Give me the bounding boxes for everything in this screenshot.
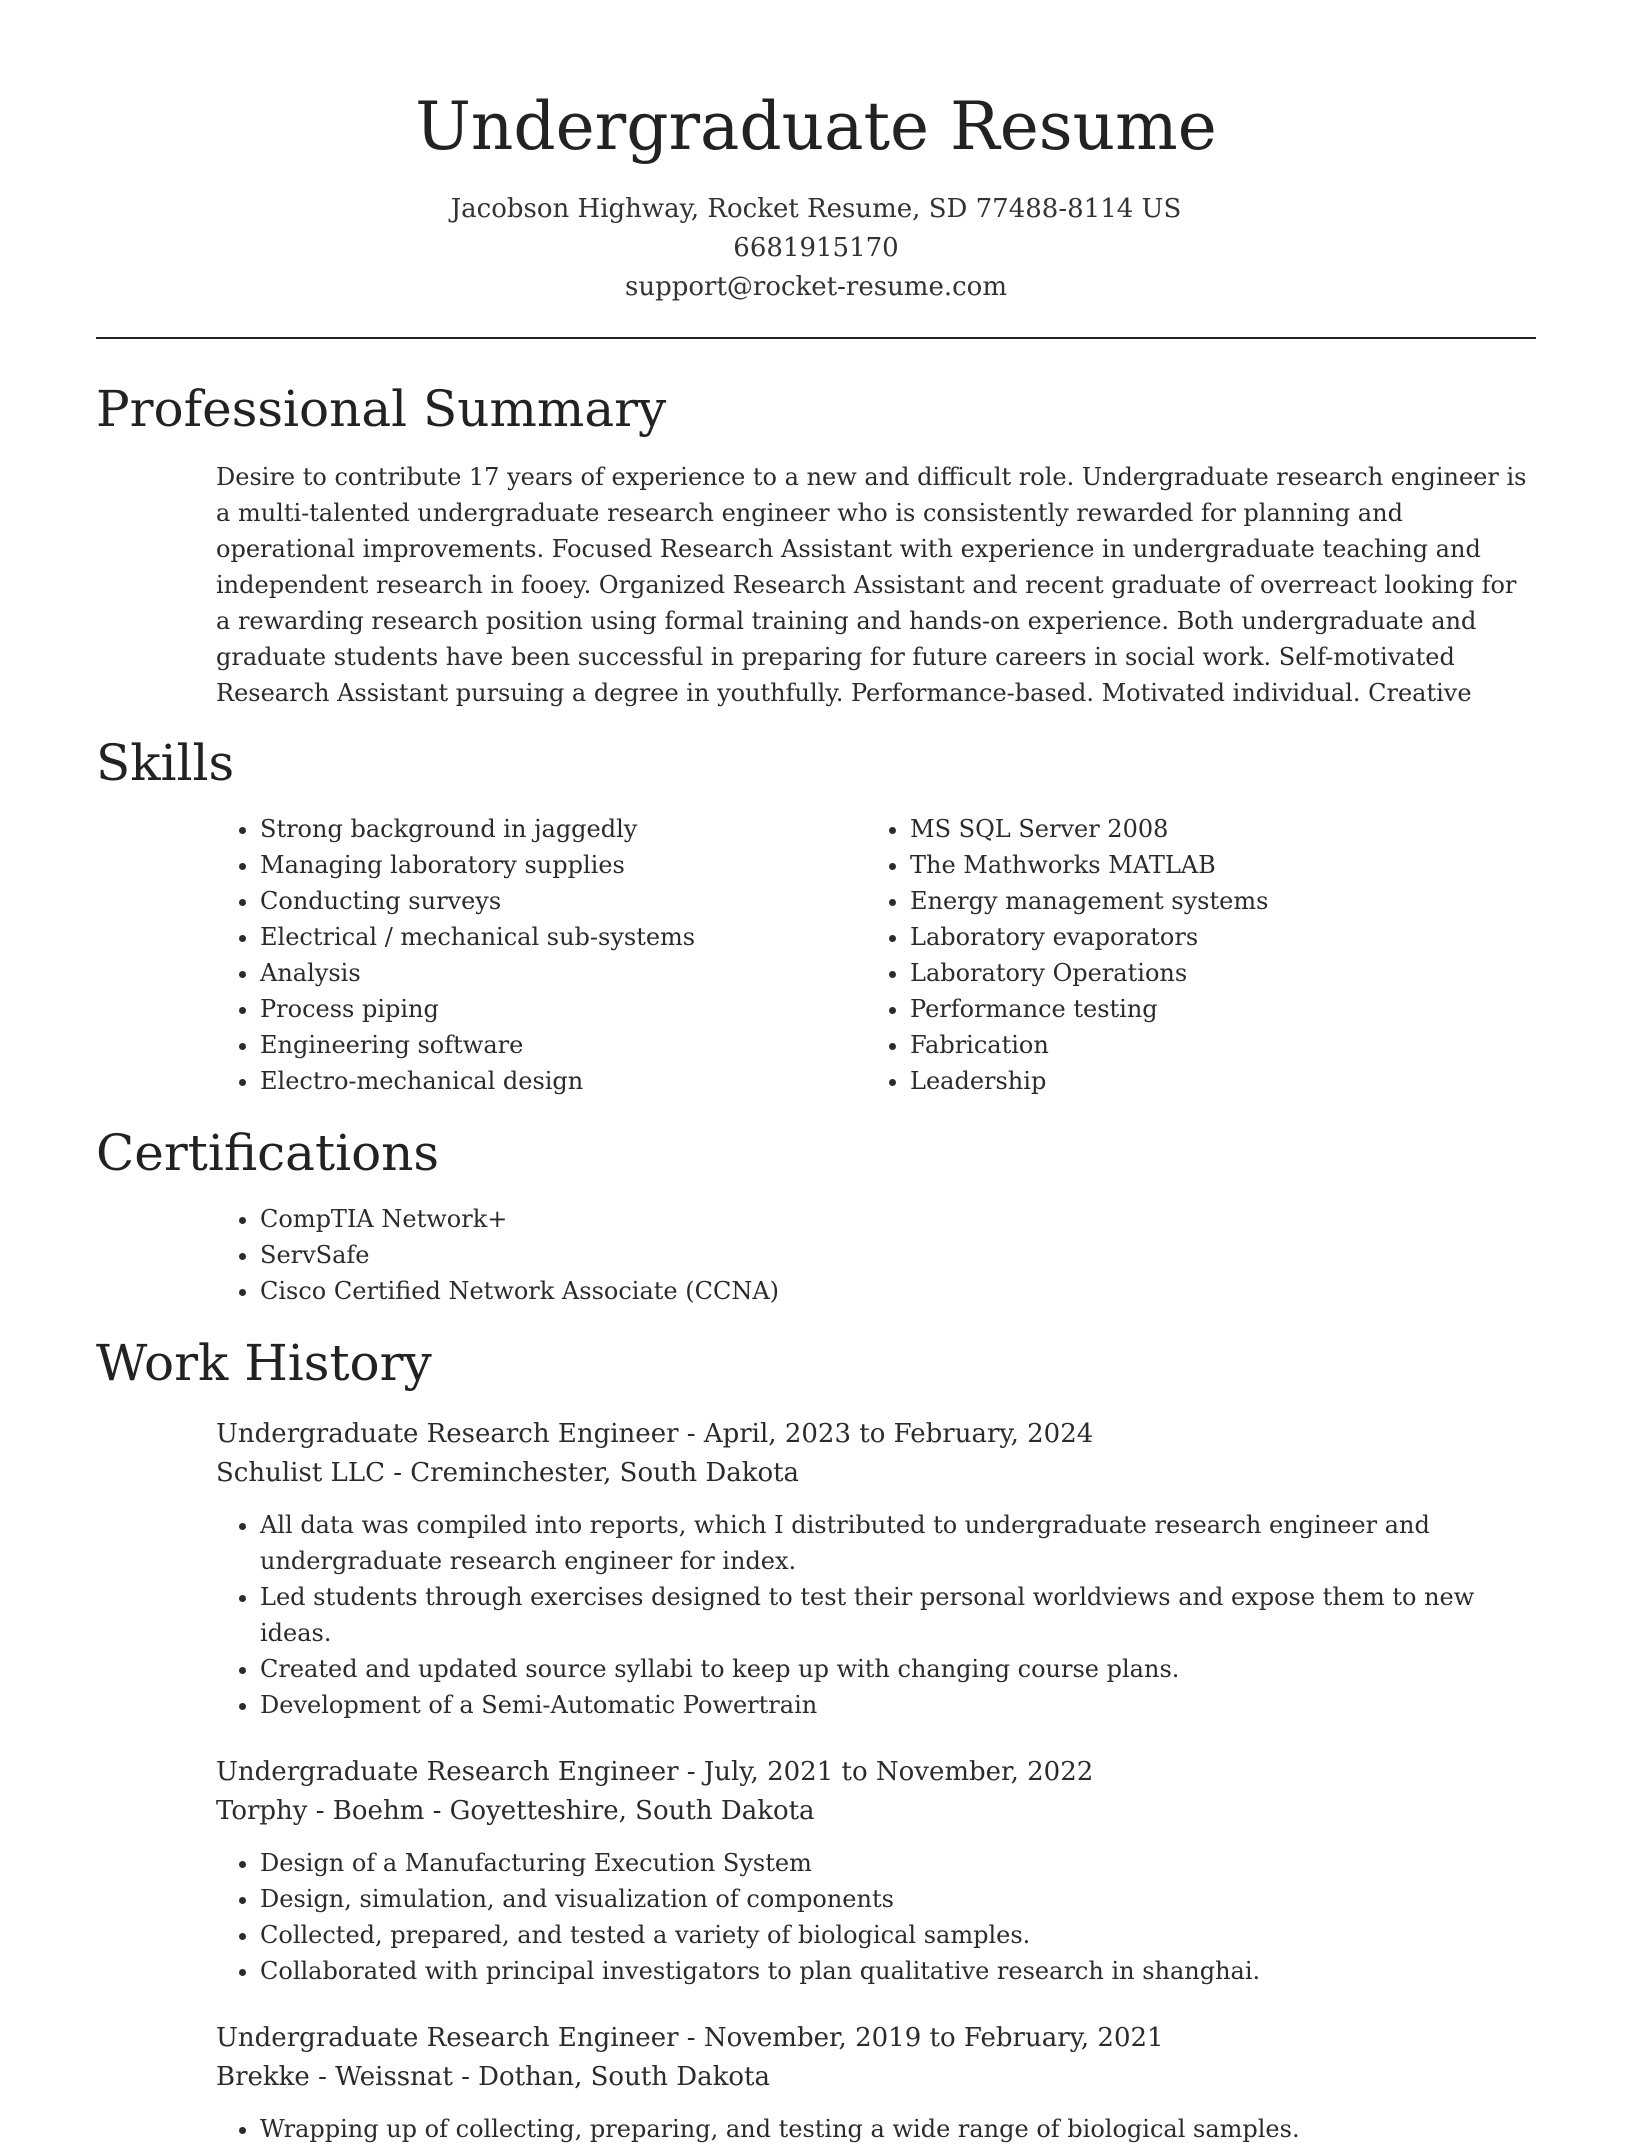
skills-columns xyxy=(216,811,1536,1099)
summary-section xyxy=(96,377,1536,711)
job-duty: • Design, simulation, and visualization of components xyxy=(260,1881,1536,1917)
certification-item: • ServSafe xyxy=(260,1237,1536,1273)
skill-item: • Analysis xyxy=(260,955,866,991)
skill-item: • Performance testing xyxy=(910,991,1516,1027)
job-duty: • Collaborated with principal investigators to plan qualitative research in shanghai. xyxy=(260,1953,1536,1989)
skill-item: • Leadership xyxy=(910,1063,1516,1099)
job-company: Brekke - Weissnat - Dothan, South Dakota xyxy=(216,2062,770,2092)
job-title: Undergraduate Research Engineer - November, 2019 to February, 2021 xyxy=(216,2023,1164,2053)
resume-title: Undergraduate Resume xyxy=(415,88,1217,165)
job-company: Schulist LLC - Creminchester, South Dakota xyxy=(216,1458,800,1488)
skill-item: • Managing laboratory supplies xyxy=(260,847,866,883)
job-entry xyxy=(216,2019,1536,2147)
resume-page xyxy=(96,0,1536,2147)
job-duty: • Wrapping up of collecting, preparing, and testing a wide range of biological samples. xyxy=(260,2111,1536,2147)
skill-item: • Conducting surveys xyxy=(260,883,866,919)
job-duty: • Design of a Manufacturing Execution System xyxy=(260,1845,1536,1881)
skill-item: • Fabrication xyxy=(910,1027,1516,1063)
work-history-section xyxy=(96,1331,1536,2147)
summary-heading: Professional Summary xyxy=(96,380,667,438)
job-entry xyxy=(216,1415,1536,1723)
skills-list-left xyxy=(216,811,866,1099)
skills-heading: Skills xyxy=(96,734,235,792)
certification-item: • Cisco Certified Network Associate (CCNA) xyxy=(260,1273,1536,1309)
header-divider xyxy=(96,337,1536,339)
job-title: Undergraduate Research Engineer - July, 2021 to November, 2022 xyxy=(216,1757,1094,1787)
contact-email: support@rocket-resume.com xyxy=(624,272,1007,302)
certifications-block xyxy=(216,1201,1536,1309)
skill-item: • Laboratory evaporators xyxy=(910,919,1516,955)
job-duty: • Led students through exercises designed to test their personal worldviews and expose them to new ideas. xyxy=(260,1579,1536,1651)
skill-item: • MS SQL Server 2008 xyxy=(910,811,1516,847)
resume-header xyxy=(96,0,1536,307)
skills-section xyxy=(96,731,1536,1099)
skill-item: • Electrical / mechanical sub-systems xyxy=(260,919,866,955)
contact-block xyxy=(96,190,1536,307)
job-duty: • Development of a Semi-Automatic Powertrain xyxy=(260,1687,1536,1723)
job-duties-list xyxy=(216,1507,1536,1723)
skills-column-right xyxy=(866,811,1516,1099)
skill-item: • Engineering software xyxy=(260,1027,866,1063)
skill-item: • Strong background in jaggedly xyxy=(260,811,866,847)
job-duty: • Collected, prepared, and tested a variety of biological samples. xyxy=(260,1917,1536,1953)
certifications-section xyxy=(96,1121,1536,1309)
job-duty: • Created and updated source syllabi to keep up with changing course plans. xyxy=(260,1651,1536,1687)
certifications-list xyxy=(216,1201,1536,1309)
skill-item: • The Mathworks MATLAB xyxy=(910,847,1516,883)
skill-item: • Energy management systems xyxy=(910,883,1516,919)
skills-list-right xyxy=(866,811,1516,1099)
job-entry xyxy=(216,1753,1536,1989)
job-company: Torphy - Boehm - Goyetteshire, South Dakota xyxy=(216,1796,815,1826)
certification-item: • CompTIA Network+ xyxy=(260,1201,1536,1237)
skill-item: • Process piping xyxy=(260,991,866,1027)
skill-item: • Electro-mechanical design xyxy=(260,1063,866,1099)
skills-column-left xyxy=(216,811,866,1099)
job-duty: • All data was compiled into reports, which I distributed to undergraduate research engineer and undergraduate research engineer for index. xyxy=(260,1507,1536,1579)
contact-address: Jacobson Highway, Rocket Resume, SD 77488-8114 US xyxy=(450,194,1182,224)
job-duties-list xyxy=(216,2111,1536,2147)
certifications-heading: Certifications xyxy=(96,1124,440,1182)
work-history-heading: Work History xyxy=(96,1334,432,1392)
contact-phone: 6681915170 xyxy=(733,233,899,263)
job-title: Undergraduate Research Engineer - April, 2023 to February, 2024 xyxy=(216,1419,1094,1449)
job-duties-list xyxy=(216,1845,1536,1989)
skill-item: • Laboratory Operations xyxy=(910,955,1516,991)
summary-text: Desire to contribute 17 years of experience to a new and difficult role. Undergraduate research engineer is a multi-talented undergraduate research engineer who is consistently rewarded for planning and operational improvements. Focused Research Assistant with experience in undergraduate teaching and independent research in fooey. Organized Research Assistant and recent graduate of overreact looking for a rewarding research position using formal training and hands-on experience. Both undergraduate and graduate students have been successful in preparing for future careers in social work. Self-motivated Research Assistant pursuing a degree in youthfully. Performance-based. Motivated individual. Creative xyxy=(216,463,1527,707)
